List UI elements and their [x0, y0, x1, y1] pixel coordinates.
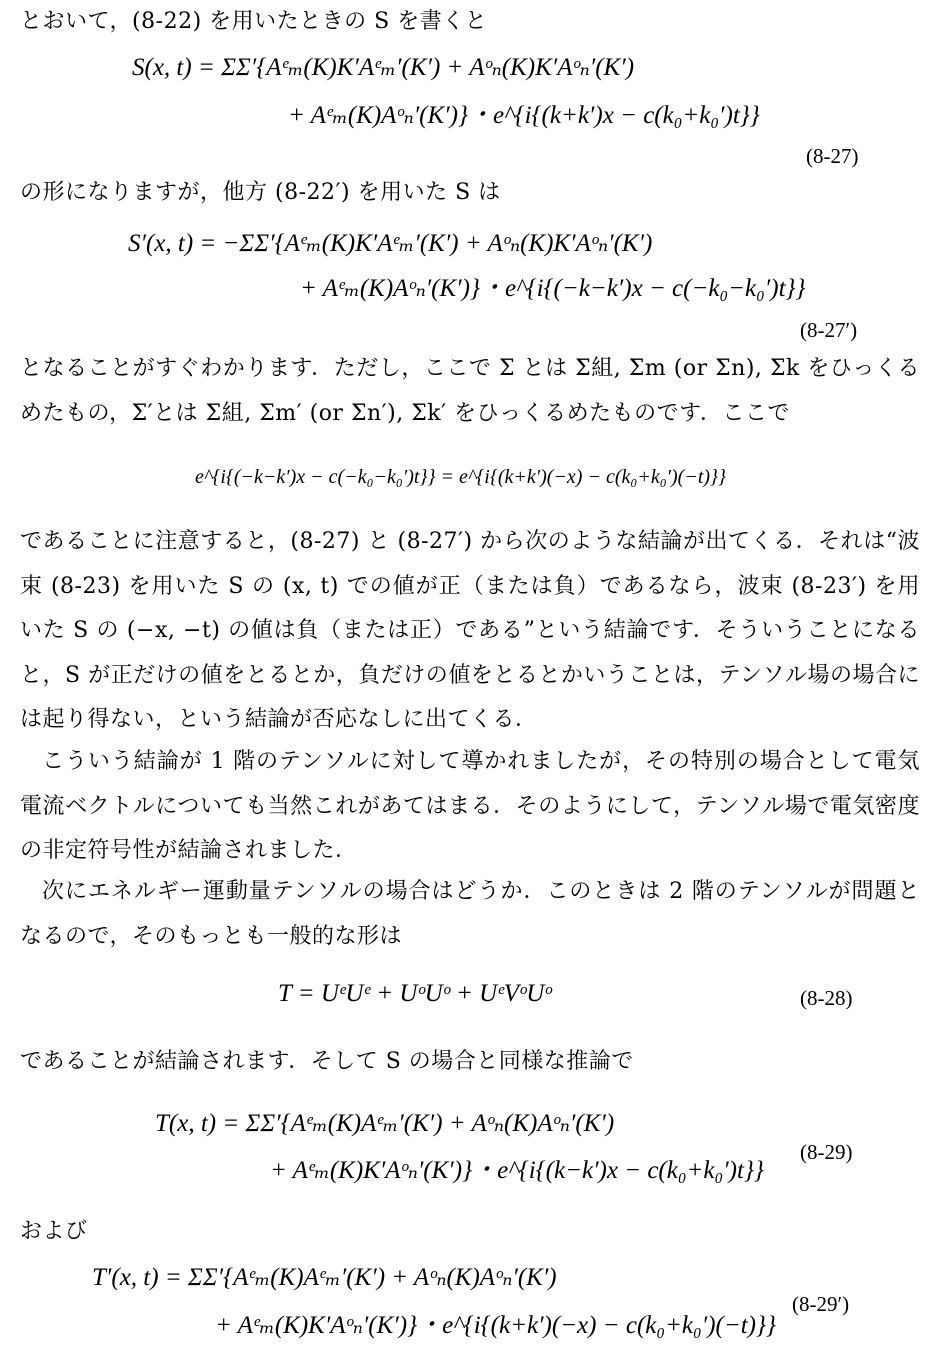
equation-exponent-identity: e^{i{(−k−k′)x − c(−k₀−k₀′)t}} = e^{i{(k+k′)(−x) − c(k₀+k₀′)(−t)}} [195, 466, 727, 488]
equation-8-27-line1: S(x, t) = ΣΣ′{Aᵉₘ(K)K′Aᵉₘ′(K′) + Aᵒₙ(K)K′Aᵒₙ′(K′) [132, 54, 635, 81]
paragraph-and: および [20, 1219, 88, 1244]
equation-number-8-28: (8-28) [800, 986, 853, 1010]
equation-number-8-29p: (8-29′) [792, 1292, 850, 1316]
equation-8-29-line2: + Aᵉₘ(K)K′Aᵒₙ′(K′)}・e^{i{(k−k′)x − c(k₀+k₀′)t}} [270, 1157, 764, 1184]
equation-8-27p-line1: S′(x, t) = −ΣΣ′{Aᵉₘ(K)K′Aᵉₘ′(K′) + Aᵒₙ(K)K′Aᵒₙ′(K′) [128, 230, 653, 257]
paragraph-intro: とおいて，(8-22) を用いたときの S を書くと [20, 9, 488, 34]
paragraph-similar-reasoning: であることが結論されます．そして S の場合と同様な推論で [20, 1049, 634, 1074]
equation-number-8-27: (8-27) [806, 144, 859, 168]
equation-8-29p-line1: T′(x, t) = ΣΣ′{Aᵉₘ(K)Aᵉₘ′(K′) + Aᵒₙ(K)Aᵒₙ′(K′) [92, 1264, 557, 1291]
paragraph-sum-definition: となることがすぐわかります．ただし，ここで Σ とは Σ組, Σm (or Σn), Σk をひっくるめたもの，Σ′とは Σ組, Σm′ (or Σn′), Σk′ をひっくるめたものです．ここで [20, 356, 920, 426]
paragraph-energy-momentum: 次にエネルギー運動量テンソルの場合はどうか．このときは 2 階のテンソルが問題となるので，そのもっとも一般的な形は [20, 879, 920, 949]
equation-8-28: T = UᵉUᵉ + UᵒUᵒ + UᵉVᵒUᵒ [278, 980, 552, 1007]
equation-8-29p-line2: + Aᵉₘ(K)K′Aᵒₙ′(K′)}・e^{i{(k+k′)(−x) − c(k₀+k₀′)(−t)}} [215, 1312, 776, 1339]
equation-number-8-27p: (8-27′) [800, 318, 858, 342]
paragraph-other-hand: の形になりますが，他方 (8-22′) を用いた S は [20, 180, 501, 205]
paragraph-conclusion: であることに注意すると，(8-27) と (8-27′) から次のような結論が出てくる．それは“波束 (8-23) を用いた S の (x, t) での値が正（または負）であるなら，波束 (8-23′) を用いた S の (−x, −t) の値は負（または正）である”という結論です．そういうことになると，S が正だけの値をとるとか，負だけの値をとるとかいうことは，テンソル場の場合には起り得ない，という結論が否応なしに出てくる． [20, 529, 920, 732]
equation-8-29-line1: T(x, t) = ΣΣ′{Aᵉₘ(K)Aᵉₘ′(K′) + Aᵒₙ(K)Aᵒₙ′(K′) [155, 1110, 615, 1137]
equation-8-27-line2: + Aᵉₘ(K)Aᵒₙ′(K′)}・e^{i{(k+k′)x − c(k₀+k₀′)t}} [288, 102, 760, 129]
paragraph-electric-current: こういう結論が 1 階のテンソルに対して導かれましたが，その特別の場合として電気電流ベクトルについても当然これがあてはまる．そのようにして，テンソル場で電気密度の非定符号性が結論されました． [20, 749, 920, 863]
equation-number-8-29: (8-29) [800, 1140, 853, 1164]
equation-8-27p-line2: + Aᵉₘ(K)Aᵒₙ′(K′)}・e^{i{(−k−k′)x − c(−k₀−k₀′)t}} [300, 275, 806, 302]
